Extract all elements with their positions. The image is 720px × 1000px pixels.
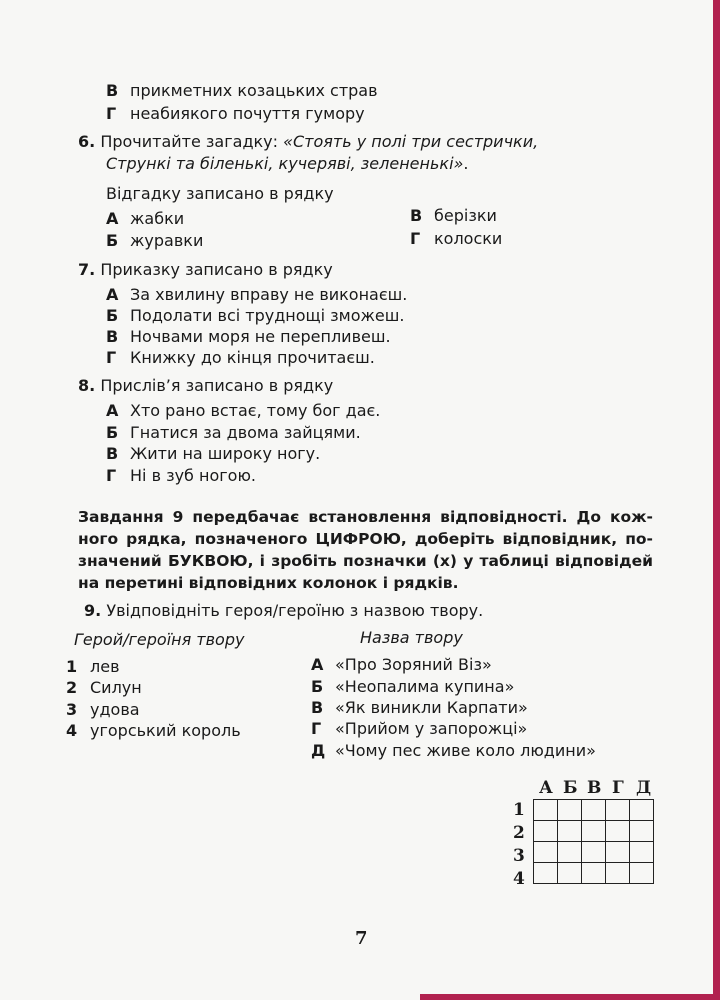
grid-col-h: Г — [612, 778, 624, 798]
q6-sub: Відгадку записано в рядку — [106, 184, 334, 203]
cell-3-a[interactable] — [534, 842, 558, 863]
instruction-line-3: значений БУКВОЮ, і зробіть позначки (х) у таблиці відповідей — [78, 552, 653, 570]
q8-option-a: А Хто рано встає, тому бог дає. — [106, 401, 381, 420]
q6-option-v: В берізки — [410, 206, 497, 225]
cell-1-b[interactable] — [558, 800, 582, 821]
q9-left-header: Герой/героїня твору — [74, 630, 245, 649]
q8-option-b: Б Гнатися за двома зайцями. — [106, 423, 361, 442]
cell-4-d[interactable] — [630, 863, 654, 884]
q6-prompt: 6. Прочитайте загадку: «Стоять у полі три сестрички, — [78, 132, 539, 151]
q9-work-v: В «Як виникли Карпати» — [311, 698, 528, 717]
q8-option-h: Г Ні в зуб ногою. — [106, 466, 257, 485]
q9-hero-1: 1 лев — [66, 657, 120, 676]
q8-option-v: В Жити на широку ногу. — [106, 444, 321, 463]
cell-2-b[interactable] — [558, 821, 582, 842]
q9-work-a: А «Про Зоряний Віз» — [311, 655, 492, 674]
cell-2-d[interactable] — [630, 821, 654, 842]
q9-hero-2: 2 Силун — [66, 678, 142, 697]
grid-row-3: 3 — [513, 846, 525, 866]
q9-work-h: Г «Прийом у запорожці» — [311, 719, 528, 738]
grid-row-1: 1 — [513, 800, 525, 820]
grid-col-a: А — [539, 778, 553, 798]
cell-1-v[interactable] — [582, 800, 606, 821]
q7-option-h: Г Книжку до кінця прочитаєш. — [106, 348, 375, 367]
cell-1-a[interactable] — [534, 800, 558, 821]
cell-2-a[interactable] — [534, 821, 558, 842]
q5-option-h: Г неабиякого почуття гумору — [106, 104, 365, 123]
q6-option-h: Г колоски — [410, 229, 503, 248]
q6-riddle-line2: Стрункі та біленькі, кучеряві, зелененькі». — [106, 154, 469, 173]
q7-option-v: В Ночвами моря не перепливеш. — [106, 327, 391, 346]
page-edge-bottom — [420, 994, 720, 1000]
q7-option-a: А За хвилину вправу не виконаєш. — [106, 285, 408, 304]
q9-prompt: 9. Увідповідніть героя/героїню з назвою твору. — [84, 601, 484, 620]
cell-3-h[interactable] — [606, 842, 630, 863]
instruction-line-4: на перетині відповідних колонок і рядків. — [78, 574, 459, 592]
grid-col-v: В — [587, 778, 602, 798]
q7-prompt: 7. Приказку записано в рядку — [78, 260, 333, 279]
q9-hero-3: 3 удова — [66, 700, 140, 719]
q9-hero-4: 4 угорський король — [66, 721, 241, 740]
q5-option-v: В прикметних козацьких страв — [106, 81, 378, 100]
q9-right-header: Назва твору — [360, 628, 463, 647]
cell-4-h[interactable] — [606, 863, 630, 884]
cell-3-b[interactable] — [558, 842, 582, 863]
q9-work-d: Д «Чому пес живе коло людини» — [311, 741, 596, 760]
grid-col-b: Б — [563, 778, 578, 798]
cell-2-v[interactable] — [582, 821, 606, 842]
cell-4-v[interactable] — [582, 863, 606, 884]
answer-grid — [533, 799, 654, 884]
q6-option-b: Б журавки — [106, 231, 204, 250]
cell-3-v[interactable] — [582, 842, 606, 863]
page-edge-right — [713, 0, 720, 1000]
instruction-line-1: Завдання 9 передбачає встановлення відповідності. До кож- — [78, 508, 653, 526]
grid-row-4: 4 — [513, 869, 525, 889]
grid-col-d: Д — [636, 778, 652, 798]
grid-row-2: 2 — [513, 823, 525, 843]
cell-1-h[interactable] — [606, 800, 630, 821]
q7-option-b: Б Подолати всі труднощі зможеш. — [106, 306, 405, 325]
cell-3-d[interactable] — [630, 842, 654, 863]
q8-prompt: 8. Прислів’я записано в рядку — [78, 376, 334, 395]
cell-2-h[interactable] — [606, 821, 630, 842]
cell-4-a[interactable] — [534, 863, 558, 884]
page-number: 7 — [355, 928, 368, 949]
q6-option-a: А жабки — [106, 209, 185, 228]
instruction-line-2: ного рядка, позначеного ЦИФРОЮ, доберіть відповідник, по- — [78, 530, 653, 548]
q9-work-b: Б «Неопалима купина» — [311, 677, 515, 696]
cell-1-d[interactable] — [630, 800, 654, 821]
cell-4-b[interactable] — [558, 863, 582, 884]
